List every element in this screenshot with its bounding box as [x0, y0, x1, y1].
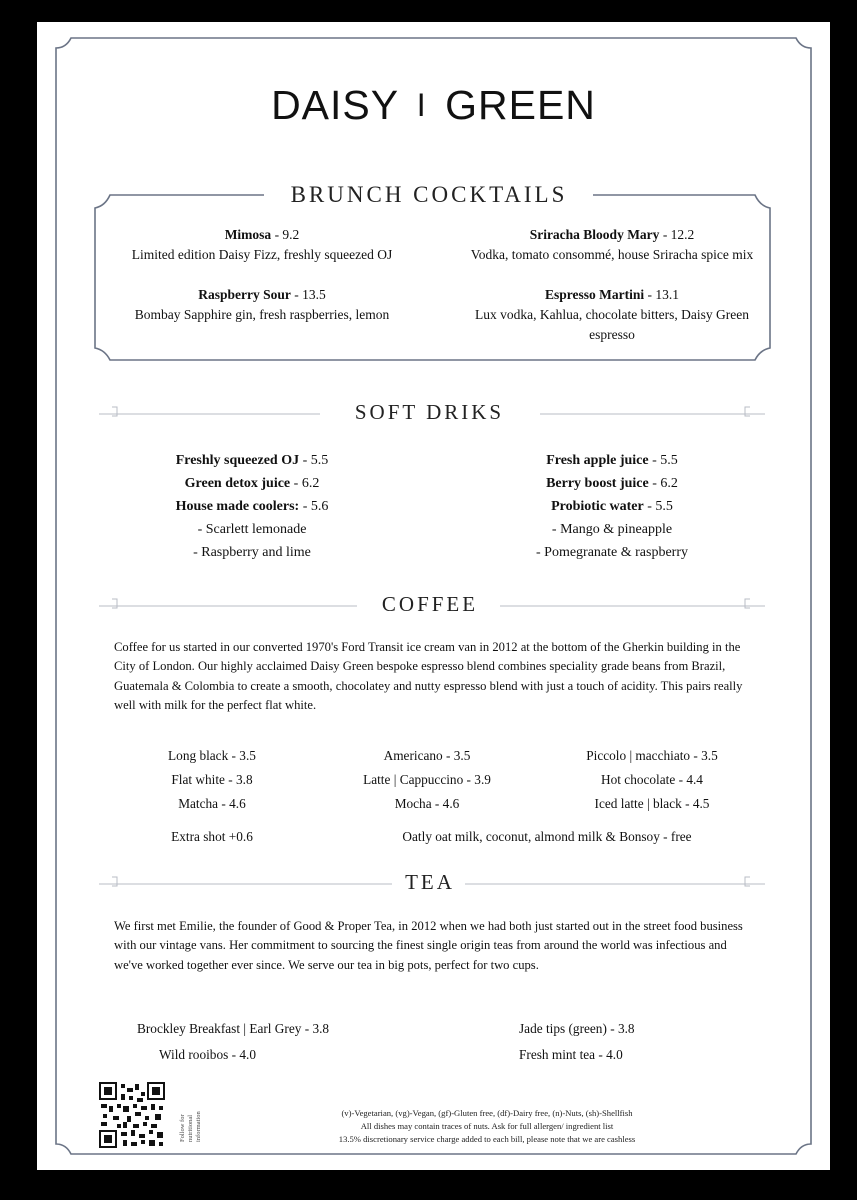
footer-line: All dishes may contain traces of nuts. Ask for full allergen/ ingredient list — [360, 1121, 614, 1131]
list-item: Fresh mint tea - 4.0 — [519, 1047, 623, 1062]
tea-col-right — [519, 1016, 719, 1068]
tea-col-left — [137, 1016, 367, 1068]
brand-left: DAISY — [271, 82, 399, 128]
qr-caption-line: nutritional — [187, 1114, 194, 1142]
qr-caption-line: information — [195, 1111, 202, 1142]
list-item: Hot chocolate - 4.4 — [601, 772, 703, 787]
list-item: - Mango & pineapple — [551, 522, 673, 537]
coffee-intro: Coffee for us started in our converted 1970's Ford Transit ice cream van in 2012 at the bottom of the Gherkin building in the City of London. Our highly acclaimed Daisy Green bespoke espresso blend combines speciality grade beans from Brazil, Guatemala & Colombia to create a smooth, chocolatey and nutty espresso blend with just a touch of acidity. This pairs really well with milk for the perfect flat white. — [114, 640, 743, 712]
list-item: Berry boost juice - 6.2 — [546, 476, 678, 491]
coffee-milk-options: Oatly oat milk, coconut, almond milk & Bonsoy - free — [402, 829, 692, 844]
cocktail-item — [107, 225, 417, 265]
list-item: Wild rooibos - 4.0 — [159, 1047, 256, 1062]
list-item: Flat white - 3.8 — [171, 772, 253, 787]
tea-intro: We first met Emilie, the founder of Good & Proper Tea, in 2012 when we had both just started out in the street food business with our vintage vans. Her commitment to sourcing the finest single origin teas from around the world was infectious and we've worked together ever since. We serve our tea in big pots, perfect for two cups. — [114, 919, 743, 972]
list-item: Piccolo | macchiato - 3.5 — [586, 748, 718, 763]
coffee-col-3 — [557, 744, 747, 816]
soft-drinks-left — [132, 449, 372, 564]
qr-caption-line: Follow for — [179, 1114, 186, 1142]
tea-title: TEA — [397, 870, 463, 895]
list-item: House made coolers: - 5.6 — [175, 499, 329, 514]
list-item: Iced latte | black - 4.5 — [594, 796, 710, 811]
brand-logo — [37, 82, 830, 129]
coffee-col-1 — [127, 744, 297, 816]
cocktail-price: - 13.5 — [290, 287, 326, 302]
cocktail-name: Mimosa — [224, 227, 272, 242]
cocktail-name: Sriracha Bloody Mary — [529, 227, 660, 242]
allergen-footer — [287, 1107, 687, 1146]
cocktail-desc: Bombay Sapphire gin, fresh raspberries, lemon — [134, 307, 390, 322]
menu-page — [37, 22, 830, 1170]
cocktails-title: BRUNCH COCKTAILS — [269, 182, 589, 208]
cocktail-name: Espresso Martini — [544, 287, 645, 302]
coffee-title: COFFEE — [365, 592, 495, 617]
cocktail-desc: Lux vodka, Kahlua, chocolate bitters, Daisy Green espresso — [474, 307, 750, 342]
cocktail-item — [457, 225, 767, 265]
list-item: Mocha - 4.6 — [394, 796, 460, 811]
list-item: - Pomegranate & raspberry — [536, 545, 688, 560]
cocktail-desc: Limited edition Daisy Fizz, freshly squeezed OJ — [131, 247, 393, 262]
cocktail-item — [457, 285, 767, 345]
list-item: Brockley Breakfast | Earl Grey - 3.8 — [137, 1021, 330, 1036]
list-item: Latte | Cappuccino - 3.9 — [363, 772, 491, 787]
list-item: Fresh apple juice - 5.5 — [546, 453, 678, 468]
cocktail-price: - 12.2 — [659, 227, 695, 242]
list-item: - Raspberry and lime — [193, 545, 311, 560]
cocktail-price: - 13.1 — [644, 287, 679, 302]
list-item: Long black - 3.5 — [168, 748, 256, 763]
coffee-col-2 — [337, 744, 517, 816]
cocktail-item — [107, 285, 417, 325]
list-item: Jade tips (green) - 3.8 — [519, 1021, 635, 1036]
list-item: Probiotic water - 5.5 — [551, 499, 673, 514]
cocktail-desc: Vodka, tomato consommé, house Sriracha spice mix — [470, 247, 754, 262]
soft-drinks-title: SOFT DRIKS — [327, 400, 532, 425]
footer-line: 13.5% discretionary service charge added to each bill, please note that we are cashless — [338, 1134, 636, 1144]
cocktail-price: - 9.2 — [271, 227, 300, 242]
cocktail-name: Raspberry Sour — [198, 287, 291, 302]
list-item: Americano - 3.5 — [383, 748, 471, 763]
brand-separator: I — [416, 87, 427, 123]
coffee-extra-shot: Extra shot +0.6 — [171, 829, 253, 844]
qr-caption — [176, 1084, 216, 1144]
list-item: Freshly squeezed OJ - 5.5 — [175, 453, 329, 468]
list-item: - Scarlett lemonade — [197, 522, 307, 537]
qr-code-icon[interactable] — [99, 1082, 165, 1148]
footer-line: (v)-Vegetarian, (vg)-Vegan, (gf)-Gluten free, (df)-Dairy free, (n)-Nuts, (sh)-Shellfish — [341, 1108, 633, 1118]
soft-drinks-right — [492, 449, 732, 564]
list-item: Green detox juice - 6.2 — [184, 476, 320, 491]
list-item: Matcha - 4.6 — [178, 796, 246, 811]
brand-right: GREEN — [445, 82, 596, 128]
